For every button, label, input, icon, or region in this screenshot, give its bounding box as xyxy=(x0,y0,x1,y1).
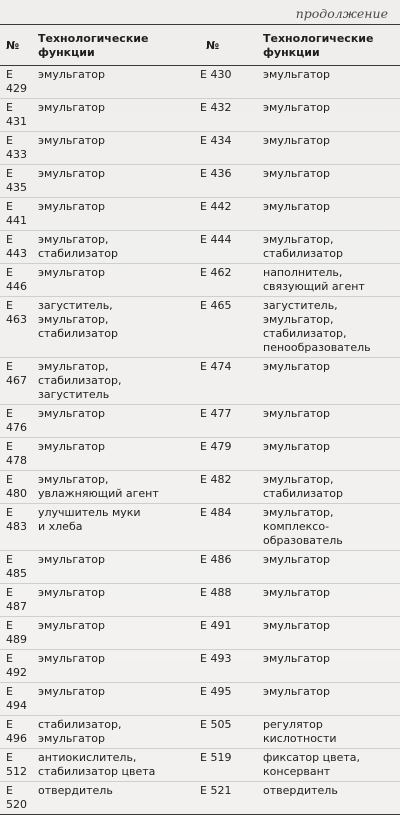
technological-function-text: эмульгатор, стабилизатор, загуститель xyxy=(38,360,122,401)
technological-function xyxy=(263,231,400,264)
additive-code-text: E 434 xyxy=(200,134,232,147)
technological-function xyxy=(263,165,400,198)
header-code-2: № xyxy=(200,27,263,66)
technological-function xyxy=(36,650,200,683)
technological-function xyxy=(263,551,400,584)
table-row xyxy=(0,551,400,584)
technological-function xyxy=(36,99,200,132)
technological-function-text: эмульгатор xyxy=(38,101,105,114)
technological-function-text: загуститель, эмульгатор, стабилизатор xyxy=(38,299,119,340)
technological-function-text: эмульгатор xyxy=(38,266,105,279)
additive-code xyxy=(200,683,263,716)
additive-code xyxy=(0,99,36,132)
technological-function xyxy=(263,782,400,815)
additive-code xyxy=(0,198,36,231)
table-row xyxy=(0,504,400,551)
technological-function xyxy=(36,584,200,617)
technological-function xyxy=(36,782,200,815)
additive-code-text: E 493 xyxy=(200,652,232,665)
additive-code-text: E 478 xyxy=(6,440,27,467)
additive-code xyxy=(0,66,36,99)
technological-function xyxy=(36,405,200,438)
additive-code-text: E 485 xyxy=(6,553,27,580)
additive-code-text: E 431 xyxy=(6,101,27,128)
additive-code-text: E 520 xyxy=(6,784,27,811)
additive-code xyxy=(0,716,36,749)
additive-code-text: E 435 xyxy=(6,167,27,194)
additive-code xyxy=(200,782,263,815)
table-row xyxy=(0,132,400,165)
technological-function-text: эмульгатор xyxy=(263,360,330,373)
technological-function xyxy=(36,165,200,198)
table-row xyxy=(0,405,400,438)
additive-code-text: E 521 xyxy=(200,784,232,797)
technological-function xyxy=(263,584,400,617)
technological-function xyxy=(263,99,400,132)
additive-code xyxy=(200,650,263,683)
table-row xyxy=(0,99,400,132)
table-row xyxy=(0,782,400,815)
table-row xyxy=(0,683,400,716)
additive-code xyxy=(0,584,36,617)
table-row xyxy=(0,749,400,782)
header-function-1: Технологические функции xyxy=(36,27,200,66)
technological-function-text: эмульгатор xyxy=(263,619,330,632)
technological-function-text: эмульгатор, стабилизатор xyxy=(263,233,344,260)
technological-function xyxy=(263,297,400,358)
table-row xyxy=(0,198,400,231)
additive-code xyxy=(0,471,36,504)
additive-code-text: E 487 xyxy=(6,586,27,613)
technological-function-text: антиокислитель, стабилизатор цвета xyxy=(38,751,156,778)
technological-function xyxy=(36,683,200,716)
technological-function-text: эмульгатор xyxy=(263,440,330,453)
technological-function xyxy=(36,358,200,405)
additive-code xyxy=(200,297,263,358)
technological-function-text: эмульгатор xyxy=(38,68,105,81)
technological-function xyxy=(36,132,200,165)
additive-code xyxy=(0,749,36,782)
technological-function xyxy=(263,504,400,551)
additive-code xyxy=(0,683,36,716)
technological-function-text: эмульгатор xyxy=(263,200,330,213)
table-row xyxy=(0,165,400,198)
technological-function-text: регулятор кислотности xyxy=(263,718,337,745)
additive-code-text: E 495 xyxy=(200,685,232,698)
technological-function xyxy=(36,231,200,264)
technological-function-text: эмульгатор xyxy=(38,167,105,180)
additive-code xyxy=(200,471,263,504)
technological-function-text: эмульгатор, комплексо- образователь xyxy=(263,506,343,547)
additive-code-text: E 436 xyxy=(200,167,232,180)
technological-function-text: эмульгатор xyxy=(38,652,105,665)
technological-function-text: эмульгатор xyxy=(263,652,330,665)
additive-code xyxy=(200,66,263,99)
table-row xyxy=(0,438,400,471)
additive-code xyxy=(0,438,36,471)
technological-function xyxy=(263,617,400,650)
additive-code-text: E 474 xyxy=(200,360,232,373)
technological-function xyxy=(263,358,400,405)
table-row xyxy=(0,584,400,617)
technological-function-text: улучшитель муки и хлеба xyxy=(38,506,141,533)
additive-code-text: E 467 xyxy=(6,360,27,387)
additive-code xyxy=(200,132,263,165)
technological-function xyxy=(36,617,200,650)
technological-function xyxy=(36,716,200,749)
additive-code xyxy=(0,165,36,198)
additive-code-text: E 484 xyxy=(200,506,232,519)
header-code-1: № xyxy=(0,27,36,66)
technological-function xyxy=(263,264,400,297)
additive-code xyxy=(200,749,263,782)
technological-function xyxy=(263,716,400,749)
additive-code xyxy=(200,584,263,617)
additive-code xyxy=(0,297,36,358)
technological-function-text: эмульгатор, стабилизатор xyxy=(263,473,344,500)
additive-code-text: E 512 xyxy=(6,751,27,778)
technological-function xyxy=(263,198,400,231)
technological-function-text: эмульгатор xyxy=(263,134,330,147)
technological-function-text: эмульгатор xyxy=(263,685,330,698)
additive-code-text: E 477 xyxy=(200,407,232,420)
technological-function-text: эмульгатор xyxy=(38,200,105,213)
additive-code-text: E 488 xyxy=(200,586,232,599)
technological-function-text: эмульгатор xyxy=(38,440,105,453)
technological-function-text: эмульгатор xyxy=(263,407,330,420)
additive-code-text: E 430 xyxy=(200,68,232,81)
technological-function xyxy=(263,749,400,782)
additive-code xyxy=(200,264,263,297)
additive-code-text: E 494 xyxy=(6,685,27,712)
additive-code xyxy=(200,716,263,749)
additive-code-text: E 429 xyxy=(6,68,27,95)
technological-function-text: эмульгатор xyxy=(263,167,330,180)
technological-function-text: эмульгатор xyxy=(38,586,105,599)
technological-function xyxy=(36,471,200,504)
technological-function-text: эмульгатор, стабилизатор xyxy=(38,233,119,260)
additive-code xyxy=(0,782,36,815)
additive-code xyxy=(200,165,263,198)
additive-code xyxy=(200,405,263,438)
technological-function xyxy=(36,504,200,551)
table-row xyxy=(0,471,400,504)
continued-label: продолжение xyxy=(295,6,388,21)
additive-code xyxy=(200,617,263,650)
technological-function-text: эмульгатор xyxy=(38,685,105,698)
additive-code xyxy=(200,551,263,584)
additive-code xyxy=(200,231,263,264)
additive-code-text: E 441 xyxy=(6,200,27,227)
technological-function xyxy=(36,297,200,358)
additive-code xyxy=(200,99,263,132)
technological-function xyxy=(36,66,200,99)
additive-code-text: E 446 xyxy=(6,266,27,293)
technological-function-text: эмульгатор xyxy=(263,553,330,566)
additive-code xyxy=(0,650,36,683)
additive-code xyxy=(0,504,36,551)
additive-code-text: E 444 xyxy=(200,233,232,246)
technological-function-text: загуститель, эмульгатор, стабилизатор, пенообразователь xyxy=(263,299,371,354)
table-header-row xyxy=(0,27,400,66)
additive-code-text: E 492 xyxy=(6,652,27,679)
table-row xyxy=(0,297,400,358)
additive-code-text: E 489 xyxy=(6,619,27,646)
additive-code xyxy=(0,405,36,438)
additive-code-text: E 433 xyxy=(6,134,27,161)
additives-table xyxy=(0,27,400,815)
technological-function-text: наполнитель, связующий агент xyxy=(263,266,365,293)
technological-function xyxy=(36,551,200,584)
technological-function-text: отвердитель xyxy=(38,784,113,797)
additive-code xyxy=(0,231,36,264)
additive-code-text: E 505 xyxy=(200,718,232,731)
additive-code-text: E 480 xyxy=(6,473,27,500)
additive-code xyxy=(200,438,263,471)
technological-function xyxy=(36,749,200,782)
additive-code xyxy=(0,132,36,165)
technological-function xyxy=(263,650,400,683)
additive-code xyxy=(0,617,36,650)
technological-function xyxy=(263,438,400,471)
additive-code xyxy=(200,198,263,231)
additive-code xyxy=(0,264,36,297)
table-row xyxy=(0,66,400,99)
additive-code-text: E 465 xyxy=(200,299,232,312)
technological-function xyxy=(263,132,400,165)
technological-function-text: эмульгатор xyxy=(38,619,105,632)
additive-code-text: E 482 xyxy=(200,473,232,486)
additive-code xyxy=(0,358,36,405)
technological-function xyxy=(263,66,400,99)
technological-function xyxy=(263,683,400,716)
additive-code-text: E 483 xyxy=(6,506,27,533)
technological-function-text: фиксатор цвета, консервант xyxy=(263,751,360,778)
technological-function xyxy=(36,438,200,471)
technological-function-text: стабилизатор, эмульгатор xyxy=(38,718,122,745)
table-row xyxy=(0,231,400,264)
table-body xyxy=(0,66,400,815)
additive-code-text: E 519 xyxy=(200,751,232,764)
additive-code-text: E 463 xyxy=(6,299,27,326)
additive-code-text: E 432 xyxy=(200,101,232,114)
table-row xyxy=(0,716,400,749)
additive-code-text: E 442 xyxy=(200,200,232,213)
table-row xyxy=(0,264,400,297)
technological-function-text: эмульгатор xyxy=(38,407,105,420)
technological-function-text: эмульгатор xyxy=(263,586,330,599)
technological-function xyxy=(263,471,400,504)
additive-code-text: E 476 xyxy=(6,407,27,434)
technological-function xyxy=(36,264,200,297)
technological-function-text: эмульгатор xyxy=(38,134,105,147)
table-row xyxy=(0,358,400,405)
additive-code-text: E 479 xyxy=(200,440,232,453)
table-row xyxy=(0,617,400,650)
additive-code-text: E 443 xyxy=(6,233,27,260)
additive-code xyxy=(0,551,36,584)
technological-function xyxy=(36,198,200,231)
technological-function-text: эмульгатор xyxy=(263,68,330,81)
technological-function xyxy=(263,405,400,438)
additive-code xyxy=(200,504,263,551)
top-rule xyxy=(0,24,400,25)
additive-code-text: E 462 xyxy=(200,266,232,279)
additive-code-text: E 486 xyxy=(200,553,232,566)
table-row xyxy=(0,650,400,683)
technological-function-text: эмульгатор xyxy=(38,553,105,566)
header-function-2: Технологические функции xyxy=(263,27,400,66)
additive-code-text: E 496 xyxy=(6,718,27,745)
technological-function-text: отвердитель xyxy=(263,784,338,797)
technological-function-text: эмульгатор xyxy=(263,101,330,114)
additive-code-text: E 491 xyxy=(200,619,232,632)
technological-function-text: эмульгатор, увлажняющий агент xyxy=(38,473,159,500)
additive-code xyxy=(200,358,263,405)
